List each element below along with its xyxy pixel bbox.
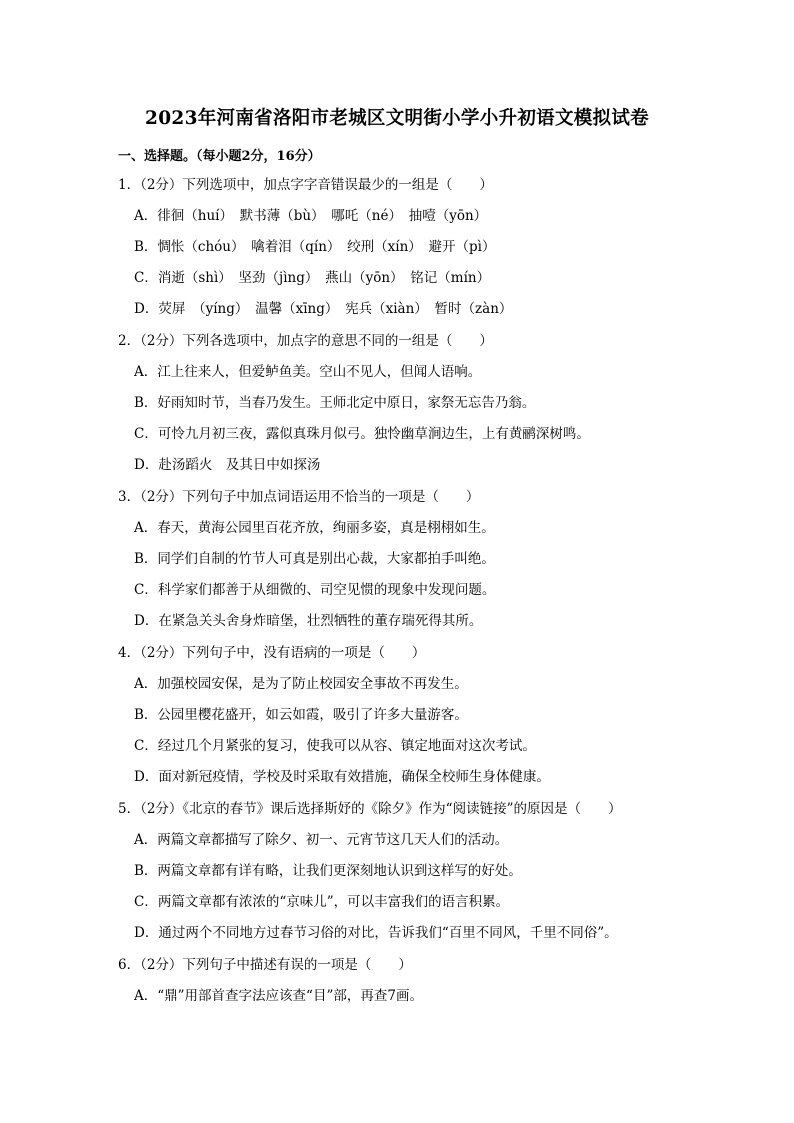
question-option: D．通过两个不同地方过春节习俗的对比，告诉我们“百里不同风，千里不同俗”。 — [134, 925, 618, 941]
question-option: A．江上往来人，但爱鲈鱼美。空山不见人，但闻人语响。 — [134, 364, 482, 380]
question-option: B．两篇文章都有详有略，让我们更深刻地认识到这样写的好处。 — [134, 863, 522, 879]
question-option: D．在紧急关头舍身炸暗堡，壮烈牺牲的董存瑞死得其所。 — [134, 613, 483, 629]
question-option: C．两篇文章都有浓浓的“京味儿”，可以丰富我们的语言积累。 — [134, 894, 510, 910]
exam-title: 2023年河南省洛阳市老城区文明街小学小升初语文模拟试卷 — [145, 108, 649, 129]
question-option: A．徘徊（huí） 默书薄（bù） 哪吒（né） 抽噎（yōn） — [134, 208, 488, 224]
question-option: B．好雨知时节，当春乃发生。王师北定中原日，家祭无忘告乃翁。 — [134, 395, 536, 411]
question-option: B．公园里樱花盛开，如云如霞，吸引了许多大量游客。 — [134, 707, 468, 723]
question-stem: 5．（2分）《北京的春节》课后选择斯妤的《除夕》作为“阅读链接”的原因是（ ） — [118, 801, 622, 817]
question-option: D．面对新冠疫情，学校及时采取有效措施，确保全校师生身体健康。 — [134, 769, 550, 785]
question-stem: 6．（2分）下列句子中描述有误的一项是（ ） — [118, 957, 412, 973]
question-stem: 4．（2分）下列句子中，没有语病的一项是（ ） — [118, 645, 426, 661]
question-stem: 2．（2分）下列各选项中，加点字的意思不同的一组是（ ） — [118, 333, 493, 349]
question-option: D．荧屏 （yíng） 温馨（xīng） 宪兵（xiàn） 暂时（zàn） — [134, 301, 513, 317]
question-option: C．消逝（shì） 坚劲（jìng） 燕山（yōn） 铭记（mín） — [134, 270, 491, 286]
question-option: A．“鼎”用部首查字法应该查“目”部，再查7画。 — [134, 988, 423, 1004]
question-option: C．经过几个月紧张的复习，使我可以从容、镇定地面对这次考试。 — [134, 738, 536, 754]
question-option: C．可怜九月初三夜，露似真珠月似弓。独怜幽草涧边生，上有黄鹂深树鸣。 — [134, 426, 590, 442]
question-option: D．赴汤蹈火 及其日中如探汤 — [134, 457, 321, 473]
question-option: A．春天，黄海公园里百花齐放，绚丽多姿，真是栩栩如生。 — [134, 520, 495, 536]
question-option: A．加强校园安保，是为了防止校园安全事故不再发生。 — [134, 676, 468, 692]
question-option: B．同学们自制的竹节人可真是别出心裁，大家都拍手叫绝。 — [134, 551, 495, 567]
section-heading: 一、选择题。（每小题2分，16分） — [118, 149, 321, 164]
question-option: B．惆怅（chóu） 噙着泪（qín） 绞刑（xín） 避开（pì） — [134, 239, 496, 255]
question-stem: 1．（2分）下列选项中，加点字字音错误最少的一组是（ ） — [118, 177, 493, 193]
question-option: C．科学家们都善于从细微的、司空见惯的现象中发现问题。 — [134, 582, 496, 598]
question-option: A．两篇文章都描写了除夕、初一、元宵节这几天人们的活动。 — [134, 832, 509, 848]
question-stem: 3．（2分）下列句子中加点词语运用不恰当的一项是（ ） — [118, 489, 480, 505]
